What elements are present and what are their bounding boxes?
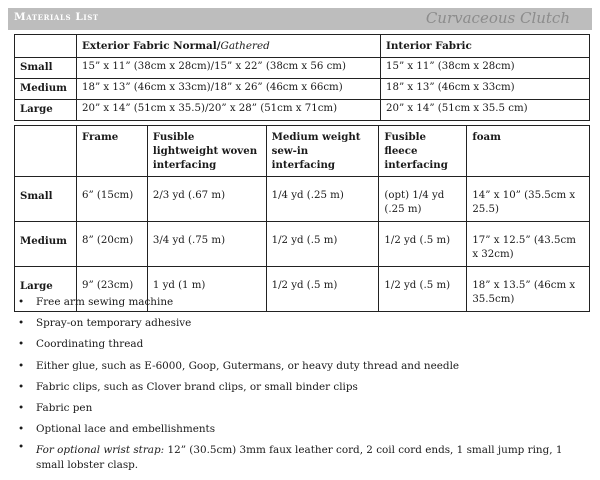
table-header-exterior: Exterior Fabric Normal/Gathered bbox=[77, 35, 381, 58]
list-item: • Fabric clips, such as Clover brand clips, or small binder clips bbox=[16, 377, 586, 398]
table-cell: (opt) 1/4 yd (.25 m) bbox=[379, 177, 467, 222]
bullet-marker: • bbox=[18, 359, 25, 372]
table-header-row bbox=[15, 126, 590, 177]
table-header-fleece: Fusible fleece interfacing bbox=[379, 126, 467, 177]
table-header-sew-in: Medium weight sew-in interfacing bbox=[266, 126, 379, 177]
table-row bbox=[15, 58, 590, 79]
table-header-empty bbox=[15, 126, 77, 177]
table-cell: 15” x 11” (38cm x 28cm)/15” x 22” (38cm x 56 cm) bbox=[77, 58, 381, 79]
table-cell: 1/2 yd (.5 m) bbox=[379, 267, 467, 312]
row-label: Small bbox=[15, 58, 77, 79]
row-label: Small bbox=[15, 177, 77, 222]
table-cell: 14” x 10” (35.5cm x 25.5) bbox=[467, 177, 590, 222]
table-cell: 1/4 yd (.25 m) bbox=[266, 177, 379, 222]
row-label: Medium bbox=[15, 79, 77, 100]
table-cell: 18” x 13” (46cm x 33cm) bbox=[381, 79, 590, 100]
table-header-foam: foam bbox=[467, 126, 590, 177]
table-cell: 2/3 yd (.67 m) bbox=[147, 177, 266, 222]
table-cell: 6” (15cm) bbox=[76, 177, 147, 222]
row-label: Large bbox=[15, 267, 77, 312]
bullet-marker: • bbox=[18, 441, 25, 454]
table-row bbox=[15, 177, 590, 222]
list-item: • Coordinating thread bbox=[16, 334, 586, 355]
list-item: • Free arm sewing machine bbox=[16, 292, 586, 313]
table-cell: 20” x 14” (51cm x 35.5 cm) bbox=[381, 100, 590, 121]
list-item: • Optional lace and embellishments bbox=[16, 419, 586, 440]
table-cell: 18” x 13.5” (46cm x 35.5cm) bbox=[467, 267, 590, 312]
bullet-marker: • bbox=[18, 296, 25, 308]
bullet-marker: • bbox=[18, 380, 25, 393]
table-cell: 1/2 yd (.5 m) bbox=[379, 222, 467, 267]
row-label: Large bbox=[15, 100, 77, 121]
table-cell: 1/2 yd (.5 m) bbox=[266, 267, 379, 312]
table-row bbox=[15, 222, 590, 267]
table-header-fusible-woven: Fusible lightweight woven interfacing bbox=[147, 126, 266, 177]
table-cell: 9” (23cm) bbox=[76, 267, 147, 312]
table-cell: 20” x 14” (51cm x 35.5)/20” x 28” (51cm x 71cm) bbox=[77, 100, 381, 121]
table-cell: 8” (20cm) bbox=[76, 222, 147, 267]
page-title: Materials List bbox=[14, 11, 99, 23]
table-cell: 18” x 13” (46cm x 33cm)/18” x 26” (46cm x 66cm) bbox=[77, 79, 381, 100]
table-header-interior: Interior Fabric bbox=[381, 35, 590, 58]
list-item: • Spray-on temporary adhesive bbox=[16, 313, 586, 334]
interfacing-table bbox=[14, 125, 590, 312]
table-cell: 1 yd (1 m) bbox=[147, 267, 266, 312]
bullet-marker: • bbox=[18, 317, 25, 330]
table-header-row bbox=[15, 35, 590, 58]
table-cell: 17” x 12.5” (43.5cm x 32cm) bbox=[467, 222, 590, 267]
table-cell: 15” x 11” (38cm x 28cm) bbox=[381, 58, 590, 79]
table-cell: 3/4 yd (.75 m) bbox=[147, 222, 266, 267]
wrist-strap-label: For optional wrist strap: bbox=[36, 444, 165, 457]
fabric-table bbox=[14, 34, 590, 121]
brand-logo: Curvaceous Clutch bbox=[425, 9, 570, 27]
table-header-frame: Frame bbox=[76, 126, 147, 177]
list-item: • Fabric pen bbox=[16, 398, 586, 419]
supplies-list bbox=[16, 292, 586, 473]
table-cell: 1/2 yd (.5 m) bbox=[266, 222, 379, 267]
table-row bbox=[15, 100, 590, 121]
bullet-marker: • bbox=[18, 423, 25, 436]
bullet-marker: • bbox=[18, 338, 25, 351]
list-item: • Either glue, such as E-6000, Goop, Gutermans, or heavy duty thread and needle bbox=[16, 356, 586, 377]
table-row bbox=[15, 79, 590, 100]
list-item-wrist-strap bbox=[16, 440, 586, 473]
wrist-strap-text: 12” (30.5cm) 3mm faux leather cord, 2 coil cord ends, 1 small jump ring, 1 small lobster clasp. bbox=[36, 444, 563, 472]
table-header-empty bbox=[15, 35, 77, 58]
bullet-marker: • bbox=[18, 402, 25, 415]
row-label: Medium bbox=[15, 222, 77, 267]
